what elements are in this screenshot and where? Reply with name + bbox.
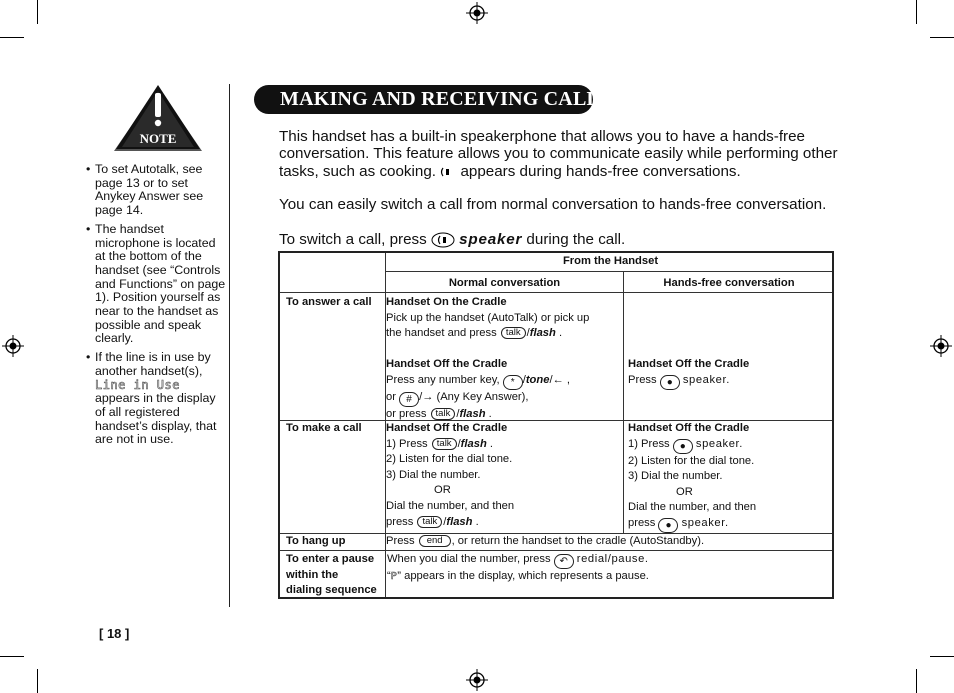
answer-normal-cell: Handset On the Cradle Pick up the handset (AutoTalk) or pick up the handset and press talk /flash . Handset Off the Cradle Press any number key, * /tone/← , or # /→ (Any Key Answer), or press talk /flash .: [386, 296, 590, 420]
talk-key-icon: talk: [417, 516, 442, 528]
talk-key-icon: talk: [431, 408, 456, 420]
make-normal-cell: Handset Off the Cradle 1) Press talk /flash . 2) Listen for the dial tone. 3) Dial the number. OR Dial the number, and then press talk /flash .: [386, 422, 515, 528]
crop-mark: [37, 0, 38, 24]
intro-paragraph: You can easily switch a call from normal conversation to hands-free conversation.: [279, 196, 827, 213]
lcd-display-text: Line in Use: [95, 377, 180, 392]
end-key-icon: end: [419, 535, 451, 547]
row-label-make: To make a call: [286, 422, 362, 434]
row-label-answer: To answer a call: [286, 296, 372, 308]
redial-key-icon: ↶: [554, 554, 574, 569]
registration-mark-icon: [2, 335, 24, 357]
row-label-hangup: To hang up: [286, 535, 346, 547]
make-handsfree-cell: Handset Off the Cradle 1) Press ● speaker. 2) Listen for the dial tone. 3) Dial the number. OR Dial the number, and then press ● speaker.: [628, 422, 757, 531]
intro-paragraph: This handset has a built-in speakerphone that allows you to have a hands-free conversation. This feature allows you to communicate easily while performing other tasks, such as cooking. appears during hands-free conversations.: [279, 128, 838, 180]
star-key-icon: *: [503, 375, 523, 390]
talk-key-icon: talk: [432, 438, 457, 450]
speaker-key-icon: ●: [673, 439, 693, 454]
speaker-display-icon: [440, 166, 456, 178]
crop-mark: [916, 669, 917, 693]
pause-display-char: P: [390, 571, 398, 582]
crop-mark: [930, 656, 954, 657]
page-number: [ 18 ]: [99, 626, 130, 641]
row-label-pause: To enter a pause within the dialing sequence: [286, 553, 377, 597]
note-label: NOTE: [139, 131, 177, 146]
crop-mark: [916, 0, 917, 24]
crop-mark: [37, 669, 38, 693]
group-header: From the Handset: [562, 255, 659, 267]
column-header-handsfree: Hands-free conversation: [663, 277, 795, 289]
intro-paragraph: To switch a call, press speaker during the call.: [279, 231, 626, 248]
section-title-banner: [254, 85, 612, 114]
hash-key-icon: #: [399, 392, 419, 407]
note-item: • The handset microphone is located at the bottom of the handset (see “Controls and Functions” on page 1). Position yourself as near to the handset as possible and speak clearly.: [86, 223, 226, 346]
crop-mark: [0, 656, 24, 657]
page-title: MAKING AND RECEIVING CALLS: [280, 88, 612, 110]
column-header-normal: Normal conversation: [448, 277, 561, 289]
crop-mark: [0, 37, 24, 38]
warning-note-icon: [110, 85, 206, 155]
sidebar-divider: [229, 84, 230, 607]
speaker-key-label: speaker: [459, 231, 523, 248]
speaker-key-icon: ●: [660, 375, 680, 390]
registration-mark-icon: [466, 2, 488, 24]
note-item: • To set Autotalk, see page 13 or to set Anykey Answer see page 14.: [86, 163, 226, 218]
speaker-key-icon: ●: [658, 518, 678, 533]
registration-mark-icon: [930, 335, 952, 357]
instructions-table: [278, 251, 834, 599]
talk-key-icon: talk: [501, 327, 526, 339]
answer-handsfree-cell: Handset Off the Cradle Press ● speaker.: [628, 358, 750, 388]
registration-mark-icon: [466, 669, 488, 691]
pause-cell: When you dial the number, press ↶ redial/pause. “P” appears in the display, which represents a pause.: [387, 553, 649, 582]
hangup-cell: Press end , or return the handset to the cradle (AutoStandby).: [386, 535, 705, 547]
crop-mark: [930, 37, 954, 38]
note-list: [86, 163, 226, 452]
note-item: • If the line is in use by another handset(s), Line in Use appears in the display of all registered handset’s display, that are not in use.: [86, 351, 226, 447]
speaker-key-icon: [431, 232, 455, 248]
